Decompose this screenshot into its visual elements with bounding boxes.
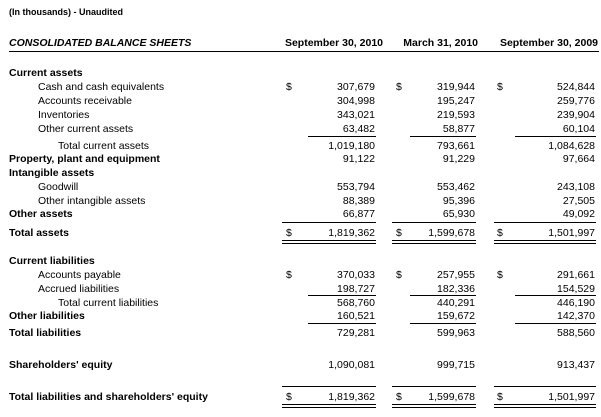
cell-value: 343,021 [337,109,375,121]
cell-value: 154,529 [557,283,595,295]
cell-value: 27,505 [562,195,595,207]
subtotal-rule [308,295,376,296]
cell-value: 553,462 [437,181,475,193]
subtotal-rule [515,295,596,296]
cell-value: 97,664 [562,153,595,165]
cell-value: 219,593 [437,109,475,121]
subtotal-rule [515,323,596,324]
row-label-other-liabilities: Other liabilities [9,310,85,322]
total-rule [282,222,376,223]
cell-value: 142,370 [557,310,595,322]
cell-value: 524,844 [557,81,595,93]
row-label-total-liabilities-and-equity: Total liabilities and shareholders' equity [9,391,208,403]
row-label-cash: Cash and cash equivalents [38,81,165,93]
cell-value: 91,122 [342,153,375,165]
double-rule [494,404,596,408]
cell-value: 588,560 [557,327,595,339]
cell-value: 307,679 [337,81,375,93]
subtotal-rule [308,136,376,137]
cell-value: 243,108 [557,181,595,193]
currency-sign: $ [396,269,402,281]
cell-value: 1,090,081 [328,359,375,371]
cell-value: 1,819,362 [328,227,375,239]
cell-value: 440,291 [437,297,475,309]
cell-value: 58,877 [442,123,475,135]
cell-value: 66,877 [342,208,375,220]
cell-value: 63,482 [342,123,375,135]
total-rule [392,222,476,223]
cell-value: 1,084,628 [548,140,595,152]
subtotal-rule [515,136,596,137]
row-label-inventories: Inventories [38,109,90,121]
subtotal-rule [308,323,376,324]
row-label-other-current-assets: Other current assets [38,123,134,135]
cell-value: 793,661 [437,140,475,152]
subtotal-rule [410,295,476,296]
total-rule [392,386,476,387]
cell-value: 95,396 [442,195,475,207]
cell-value: 160,521 [337,310,375,322]
column-header-mar-2010: March 31, 2010 [403,37,478,49]
cell-value: 60,104 [562,123,595,135]
total-rule [282,386,376,387]
cell-value: 568,760 [337,297,375,309]
cell-value: 259,776 [557,95,595,107]
units-note: (In thousands) - Unaudited [9,7,123,17]
row-label-total-current-liabilities: Total current liabilities [58,297,159,309]
header-rule [9,51,599,52]
section-label-intangible-assets: Intangible assets [9,167,95,179]
column-header-sep-2010: September 30, 2010 [284,37,383,49]
cell-value: 1,819,362 [328,391,375,403]
currency-sign: $ [286,269,292,281]
cell-value: 370,033 [337,269,375,281]
row-label-accounts-receivable: Accounts receivable [38,95,132,107]
cell-value: 729,281 [337,327,375,339]
cell-value: 553,794 [337,181,375,193]
currency-sign: $ [497,81,503,93]
cell-value: 304,998 [337,95,375,107]
row-label-other-intangible-assets: Other intangible assets [38,195,146,207]
cell-value: 1,599,678 [428,391,475,403]
row-label-total-liabilities: Total liabilities [9,327,82,339]
subtotal-rule [410,136,476,137]
double-rule [494,240,596,244]
double-rule [282,404,376,408]
cell-value: 65,930 [442,208,475,220]
cell-value: 182,336 [437,283,475,295]
row-label-shareholders-equity: Shareholders' equity [9,359,113,371]
cell-value: 319,944 [437,81,475,93]
cell-value: 913,437 [557,359,595,371]
currency-sign: $ [286,391,292,403]
total-rule [494,386,596,387]
cell-value: 446,190 [557,297,595,309]
subtotal-rule [410,323,476,324]
cell-value: 999,715 [437,359,475,371]
double-rule [392,404,476,408]
cell-value: 198,727 [337,283,375,295]
row-label-total-current-assets: Total current assets [58,140,150,152]
cell-value: 195,247 [437,95,475,107]
column-header-sep-2009: September 30, 2009 [499,37,598,49]
cell-value: 1,501,997 [548,227,595,239]
cell-value: 291,661 [557,269,595,281]
cell-value: 49,092 [562,208,595,220]
currency-sign: $ [396,391,402,403]
currency-sign: $ [497,391,503,403]
cell-value: 1,501,997 [548,391,595,403]
cell-value: 239,904 [557,109,595,121]
section-label-current-assets: Current assets [9,67,83,79]
currency-sign: $ [497,227,503,239]
row-label-goodwill: Goodwill [38,181,79,193]
section-label-current-liabilities: Current liabilities [9,255,95,267]
currency-sign: $ [497,269,503,281]
total-rule [494,222,596,223]
cell-value: 1,599,678 [428,227,475,239]
currency-sign: $ [396,81,402,93]
row-label-accounts-payable: Accounts payable [38,269,121,281]
cell-value: 257,955 [437,269,475,281]
row-label-other-assets: Other assets [9,208,73,220]
cell-value: 91,229 [442,153,475,165]
cell-value: 159,672 [437,310,475,322]
cell-value: 88,389 [342,195,375,207]
row-label-total-assets: Total assets [9,227,69,239]
double-rule [392,240,476,244]
currency-sign: $ [286,227,292,239]
currency-sign: $ [286,81,292,93]
cell-value: 599,963 [437,327,475,339]
currency-sign: $ [396,227,402,239]
double-rule [282,240,376,244]
statement-title: CONSOLIDATED BALANCE SHEETS [9,37,192,49]
row-label-accrued-liabilities: Accrued liabilities [38,283,120,295]
cell-value: 1,019,180 [328,140,375,152]
row-label-property-plant-equipment: Property, plant and equipment [9,153,160,165]
